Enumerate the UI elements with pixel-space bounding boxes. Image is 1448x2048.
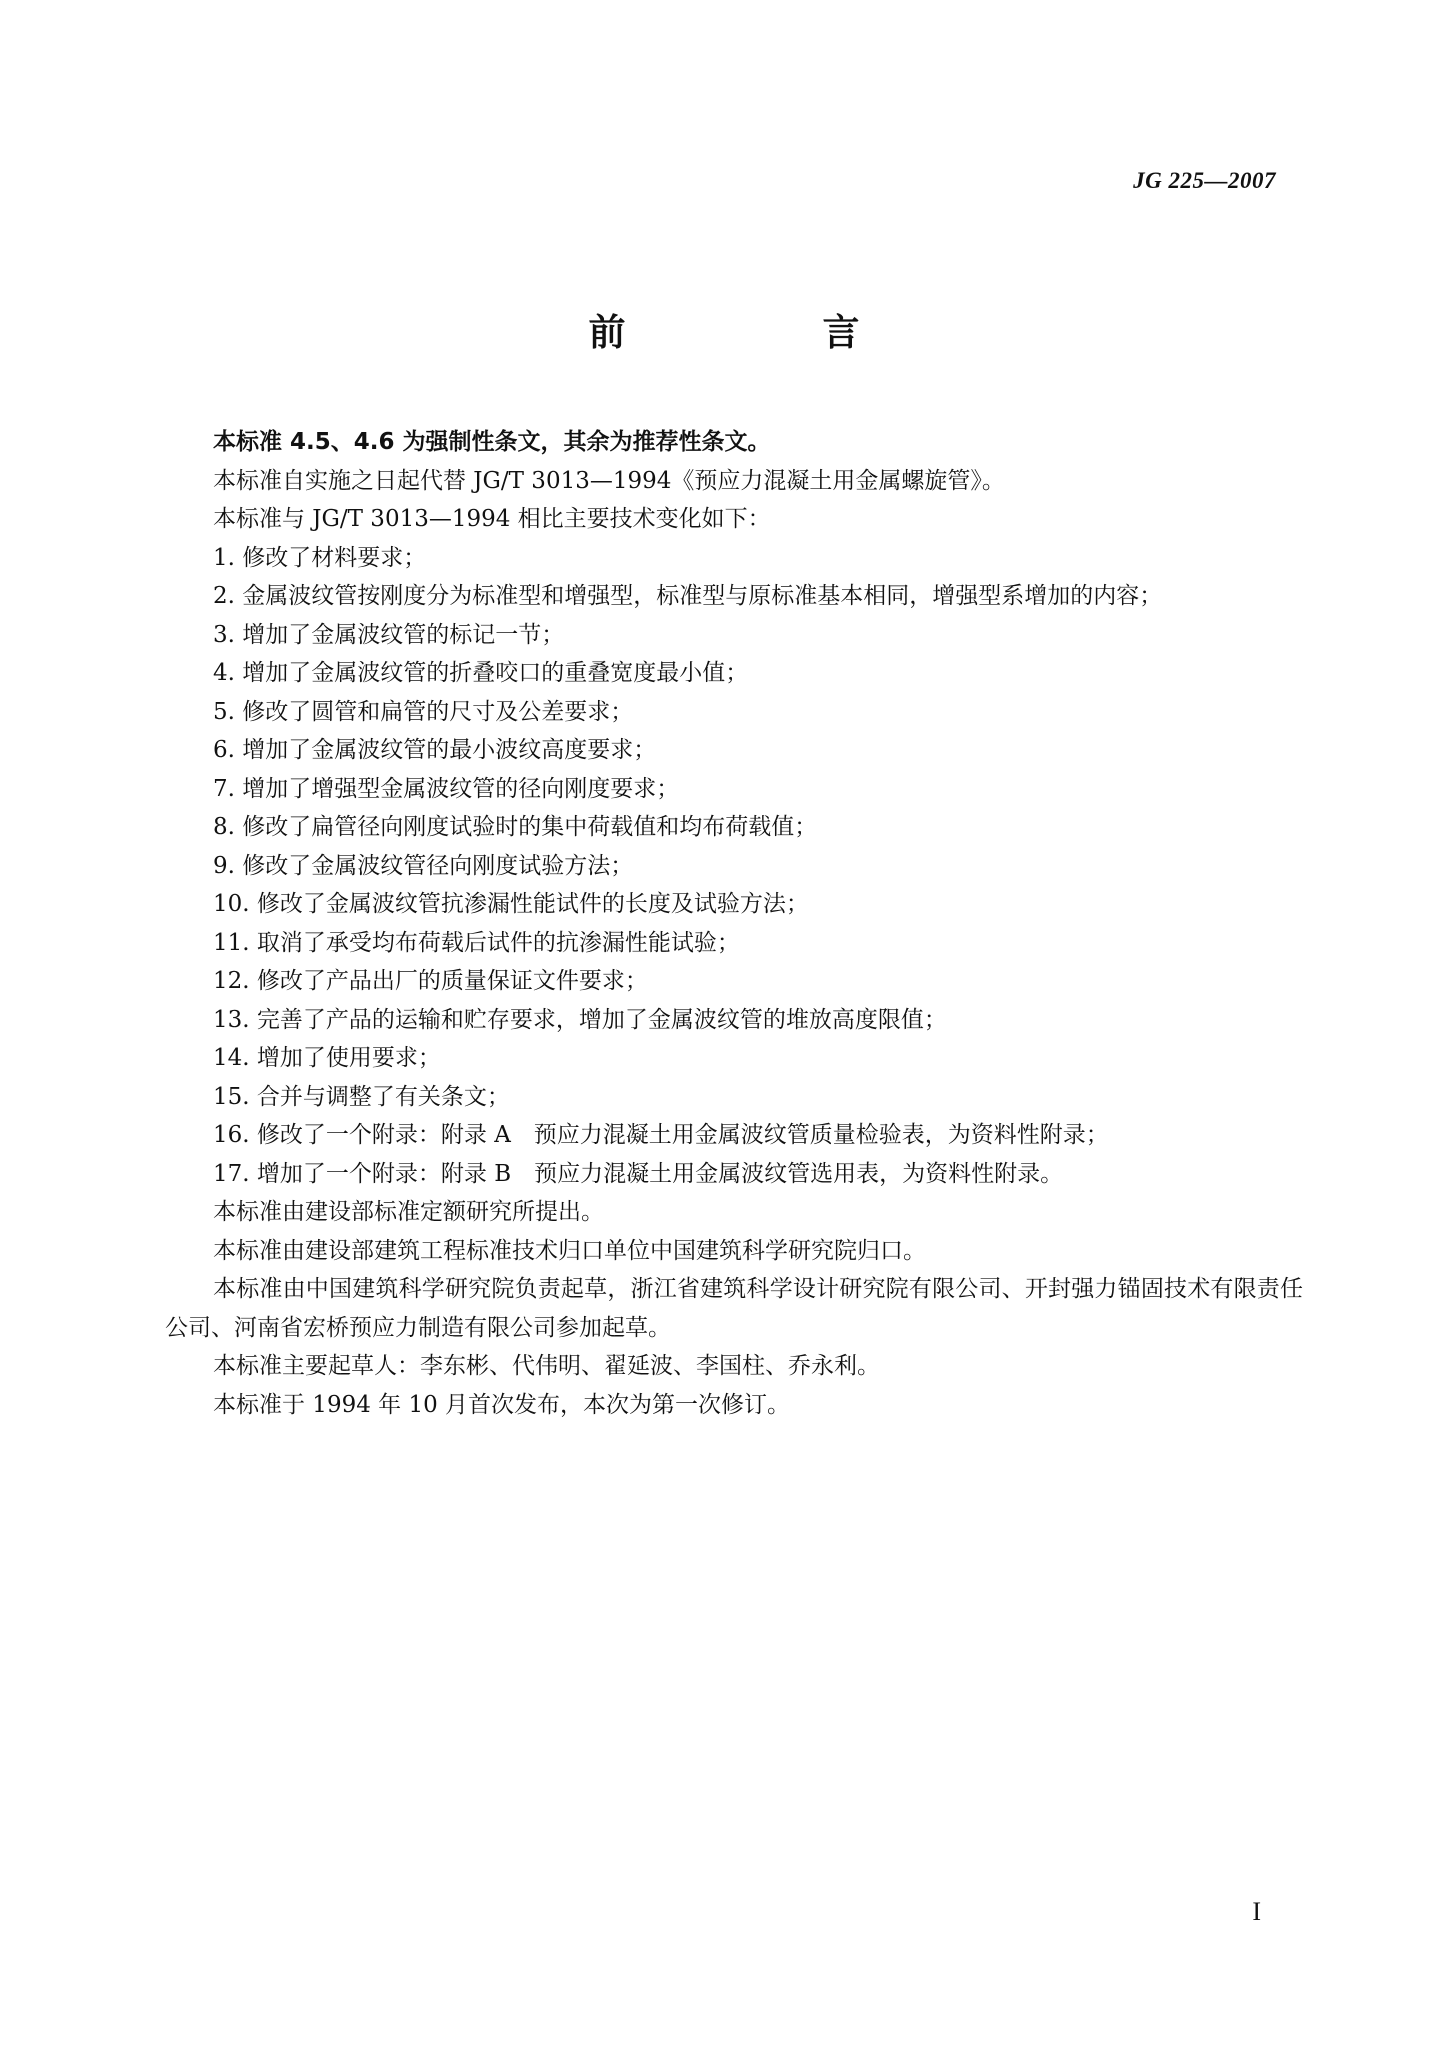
change-item: 6. 增加了金属波纹管的最小波纹高度要求； xyxy=(213,737,657,763)
change-item: 13. 完善了产品的运输和贮存要求，增加了金属波纹管的堆放高度限值； xyxy=(213,1006,947,1033)
change-item: 7. 增加了增强型金属波纹管的径向刚度要求； xyxy=(213,775,680,802)
change-item: 2. 金属波纹管按刚度分为标准型和增强型，标准型与原标准基本相同，增强型系增加的内容； xyxy=(213,583,1163,609)
drafters-statement: 本标准主要起草人：李东彬、代伟明、翟延波、李国柱、乔永利。 xyxy=(213,1353,880,1379)
administrator-statement: 本标准由建设部建筑工程标准技术归口单位中国建筑科学研究院归口。 xyxy=(213,1237,926,1264)
mandatory-clause-statement: 本标准 4.5、4.6 为强制性条文，其余为推荐性条文。 xyxy=(213,429,771,455)
change-item: 5. 修改了圆管和扁管的尺寸及公差要求； xyxy=(213,698,634,725)
change-item: 12. 修改了产品出厂的质量保证文件要求； xyxy=(213,968,648,994)
change-item: 17. 增加了一个附录：附录 B 预应力混凝土用金属波纹管选用表，为资料性附录。 xyxy=(213,1160,1064,1187)
change-item: 8. 修改了扁管径向刚度试验时的集中荷载值和均布荷载值； xyxy=(213,814,818,840)
replacement-statement: 本标准自实施之日起代替 JG/T 3013—1994《预应力混凝土用金属螺旋管》。 xyxy=(213,467,1005,494)
change-item: 11. 取消了承受均布荷载后试件的抗渗漏性能试验； xyxy=(213,929,740,956)
proposer-statement: 本标准由建设部标准定额研究所提出。 xyxy=(213,1199,604,1225)
change-item: 15. 合并与调整了有关条文； xyxy=(213,1083,510,1110)
change-item: 4. 增加了金属波纹管的折叠咬口的重叠宽度最小值； xyxy=(213,660,749,686)
publication-history: 本标准于 1994 年 10 月首次发布，本次为第一次修订。 xyxy=(213,1391,791,1418)
foreword-body xyxy=(165,423,1303,1424)
change-item: 10. 修改了金属波纹管抗渗漏性能试件的长度及试验方法； xyxy=(213,891,809,917)
change-item: 14. 增加了使用要求； xyxy=(213,1045,441,1071)
page-title: 前 言 xyxy=(588,311,940,354)
change-item: 3. 增加了金属波纹管的标记一节； xyxy=(213,621,565,648)
page-number: I xyxy=(1252,1897,1261,1926)
change-item: 9. 修改了金属波纹管径向刚度试验方法； xyxy=(213,852,634,879)
changes-intro: 本标准与 JG/T 3013—1994 相比主要技术变化如下： xyxy=(213,506,771,532)
standard-code: JG 225—2007 xyxy=(1133,168,1276,193)
drafting-organizations: 本标准由中国建筑科学研究院负责起草，浙江省建筑科学设计研究院有限公司、开封强力锚固技术有限责任公司、河南省宏桥预应力制造有限公司参加起草。 xyxy=(165,1276,1303,1341)
change-item: 16. 修改了一个附录：附录 A 预应力混凝土用金属波纹管质量检验表，为资料性附录； xyxy=(213,1122,1109,1148)
change-item: 1. 修改了材料要求； xyxy=(213,544,427,571)
